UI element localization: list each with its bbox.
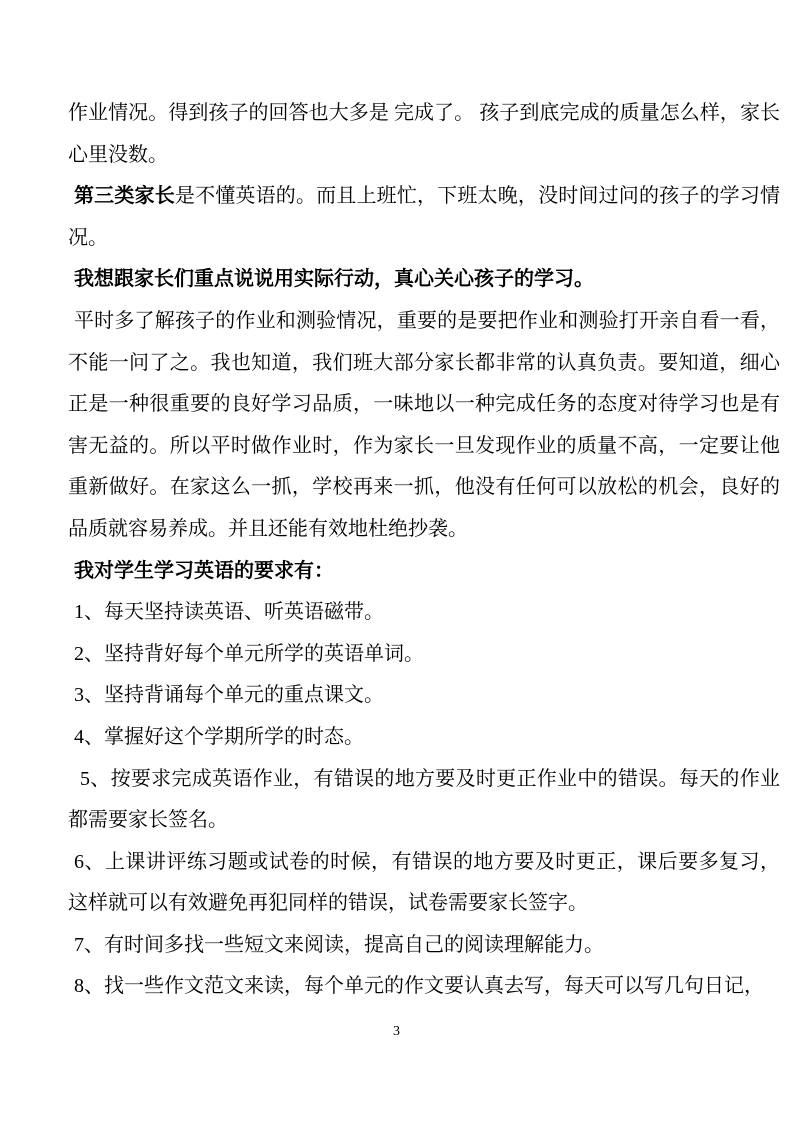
text-run: 1、每天坚持读英语、听英语磁带。	[74, 601, 384, 624]
text-run: 6、上课讲评练习题或试卷的时候，有错误的地方要及时更正，课后要多复习，这样就可以有效避免再犯同样的错误，试卷需要家长签字。	[68, 850, 780, 915]
list-item-5	[68, 759, 780, 842]
text-run: 平时多了解孩子的作业和测验情况，重要的是要把作业和测验打开亲自看一看，不能一问了之。我也知道，我们班大部分家长都非常的认真负责。要知道，细心正是一种很重要的良好学习品质，一味地以一种完成任务的态度对待学习也是有害无益的。所以平时做作业时，作为家长一旦发现作业的质量不高，一定要让他重新做好。在家这么一抓，学校再来一抓，他没有任何可以放松的机会，良好的品质就容易养成。并且还能有效地杜绝抄袭。	[68, 309, 780, 540]
bold-run-heading: 我对学生学习英语的要求有：	[74, 559, 334, 582]
text-run: 8、找一些作文范文来读，每个单元的作文要认真去写，每天可以写几句日记，	[74, 975, 764, 998]
text-run: 是不懂英语的。而且上班忙，下班太晚，没时间过问的孩子的学习情况。	[68, 185, 781, 249]
text-run: 7、有时间多找一些短文来阅读，提高自己的阅读理解能力。	[74, 933, 604, 956]
paragraph-check-homework-advice	[68, 301, 780, 551]
heading-english-requirements	[68, 551, 780, 593]
bold-run-third-type-label: 第三类家长	[74, 185, 175, 208]
paragraph-homework-status	[68, 93, 780, 176]
list-item-3	[68, 675, 780, 717]
text-run: 2、坚持背好每个单元所学的英语单词。	[74, 642, 424, 665]
paragraph-third-type-parents	[68, 176, 780, 259]
text-run: 3、坚持背诵每个单元的重点课文。	[74, 684, 384, 707]
text-run: 作业情况。得到孩子的回答也大多是 完成了。 孩子到底完成的质量怎么样，家长心里没数。	[68, 102, 780, 166]
page-number: 3	[393, 1024, 400, 1039]
list-item-4	[68, 717, 780, 759]
text-run: 4、掌握好这个学期所学的时态。	[74, 725, 364, 748]
bold-run-heading: 我想跟家长们重点说说用实际行动，真心关心孩子的学习。	[74, 268, 594, 291]
heading-practical-action	[68, 259, 780, 301]
list-item-2	[68, 634, 780, 676]
list-item-8	[68, 966, 780, 1008]
list-item-7	[68, 925, 780, 967]
list-item-6	[68, 842, 780, 925]
text-run: 5、按要求完成英语作业，有错误的地方要及时更正作业中的错误。每天的作业都需要家长签名。	[68, 767, 780, 832]
list-item-1	[68, 592, 780, 634]
